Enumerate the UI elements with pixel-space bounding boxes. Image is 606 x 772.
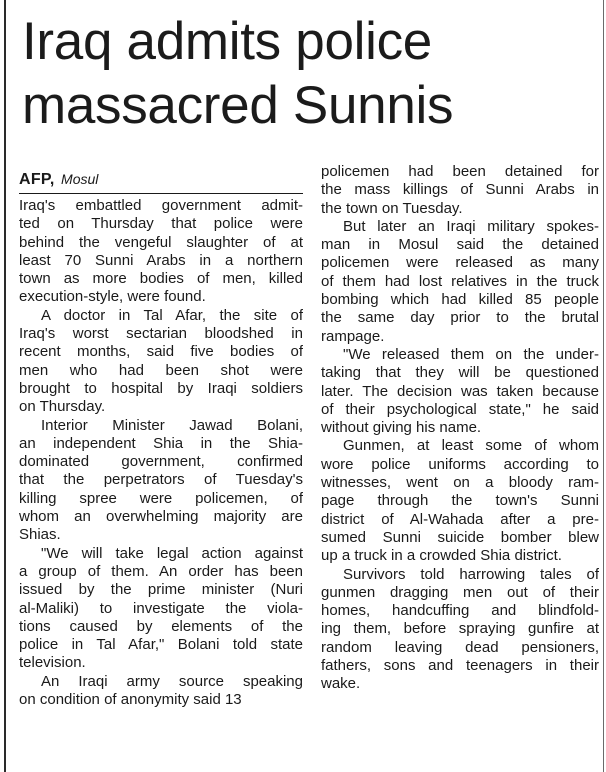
- headline: [22, 10, 592, 138]
- byline-rule: [19, 193, 303, 194]
- article-paragraph: [19, 545, 303, 673]
- byline-agency: AFP,: [19, 171, 55, 188]
- text-line: rampage.: [321, 327, 385, 345]
- text-line: a group of them. An order has been: [19, 562, 303, 580]
- article-paragraph: [321, 163, 599, 218]
- text-line: town as more bodies of men, killed: [19, 270, 303, 288]
- text-line: taking that they will be questioned: [321, 364, 599, 382]
- text-line: on condition of anonymity said 13: [19, 691, 242, 709]
- text-line: tions caused by elements of the: [19, 617, 303, 635]
- text-line: ing them, before spraying gunfire at: [321, 620, 599, 638]
- text-line: But later an Iraqi military spokes-: [343, 217, 599, 235]
- text-line: the mass killings of Sunni Arabs in: [321, 181, 599, 199]
- text-line: brought to hospital by Iraqi soldiers: [19, 379, 303, 397]
- text-line: of their psychological state," he said: [321, 400, 599, 418]
- text-line: execution-style, were found.: [19, 288, 206, 306]
- article-paragraph: [321, 218, 599, 346]
- byline-location: Mosul: [61, 171, 99, 187]
- article-column-right: [321, 163, 599, 694]
- article-paragraph: [321, 566, 599, 694]
- text-line: police in Tal Afar," Bolani told state: [19, 636, 303, 654]
- text-line: that the perpetrators of Tuesday's: [19, 471, 303, 489]
- text-line: gunmen dragging men out of their: [321, 583, 599, 601]
- text-line: bombing which had killed 85 people: [321, 291, 599, 309]
- text-line: man in Mosul said the detained: [321, 236, 599, 254]
- text-line: on Thursday.: [19, 398, 106, 416]
- article-column-left: [19, 163, 303, 709]
- text-line: An Iraqi army source speaking: [41, 672, 303, 690]
- text-line: ted on Thursday that police were: [19, 215, 303, 233]
- article-paragraph: [321, 437, 599, 565]
- text-line: Survivors told harrowing tales of: [343, 565, 599, 583]
- text-line: "We will take legal action against: [41, 544, 303, 562]
- text-line: killing spree were policemen, of: [19, 489, 303, 507]
- text-line: Interior Minister Jawad Bolani,: [41, 416, 303, 434]
- text-line: random leaving dead pensioners,: [321, 638, 599, 656]
- text-line: al-Maliki) to investigate the viola-: [19, 599, 303, 617]
- text-line: of them had lost relatives in the truck: [321, 272, 599, 290]
- text-line: men who had been shot were: [19, 361, 303, 379]
- text-line: the town on Tuesday.: [321, 199, 463, 217]
- text-line: homes, handcuffing and blindfold-: [321, 602, 599, 620]
- text-line: Iraq's worst sectarian bloodshed in: [19, 325, 303, 343]
- text-line: dominated government, confirmed: [19, 453, 303, 471]
- article-paragraph: [19, 417, 303, 545]
- text-line: wake.: [321, 675, 361, 693]
- text-line: behind the vengeful slaughter of at: [19, 233, 303, 251]
- text-line: fathers, sons and teenagers in their: [321, 657, 599, 675]
- text-line: issued by the prime minister (Nuri: [19, 581, 303, 599]
- text-line: later. The decision was taken because: [321, 382, 599, 400]
- text-line: page through the town's Sunni: [321, 492, 599, 510]
- page-border-right: [603, 0, 604, 772]
- text-line: district of Al-Wahada after a pre-: [321, 510, 599, 528]
- text-line: Iraq's embattled government admit-: [19, 197, 303, 214]
- text-line: whom an overwhelming majority are: [19, 508, 303, 526]
- text-line: Shias.: [19, 526, 61, 544]
- text-line: A doctor in Tal Afar, the site of: [41, 306, 303, 324]
- text-line: policemen were released as many: [321, 254, 599, 272]
- text-line: wore police uniforms according to: [321, 455, 599, 473]
- headline-line: Iraq admits police: [22, 12, 432, 71]
- text-line: recent months, said five bodies of: [19, 343, 303, 361]
- text-line: sumed Sunni suicide bomber blew: [321, 528, 599, 546]
- article-paragraph: [19, 307, 303, 417]
- text-line: the same day prior to the brutal: [321, 309, 599, 327]
- text-line: an independent Shia in the Shia-: [19, 434, 303, 452]
- headline-line: massacred Sunnis: [22, 76, 454, 135]
- text-line: policemen had been detained for: [321, 163, 599, 180]
- byline: [19, 163, 303, 197]
- text-line: television.: [19, 654, 86, 672]
- page-border-left: [4, 0, 6, 772]
- text-line: "We released them on the under-: [343, 345, 599, 363]
- text-line: without giving his name.: [321, 419, 482, 437]
- text-line: Gunmen, at least some of whom: [343, 437, 599, 455]
- article-paragraph: [19, 673, 303, 710]
- article-paragraph: [19, 197, 303, 307]
- text-line: up a truck in a crowded Shia district.: [321, 547, 562, 565]
- text-line: witnesses, went on a bloody ram-: [321, 474, 599, 492]
- article-paragraph: [321, 346, 599, 437]
- text-line: least 70 Sunni Arabs in a northern: [19, 251, 303, 269]
